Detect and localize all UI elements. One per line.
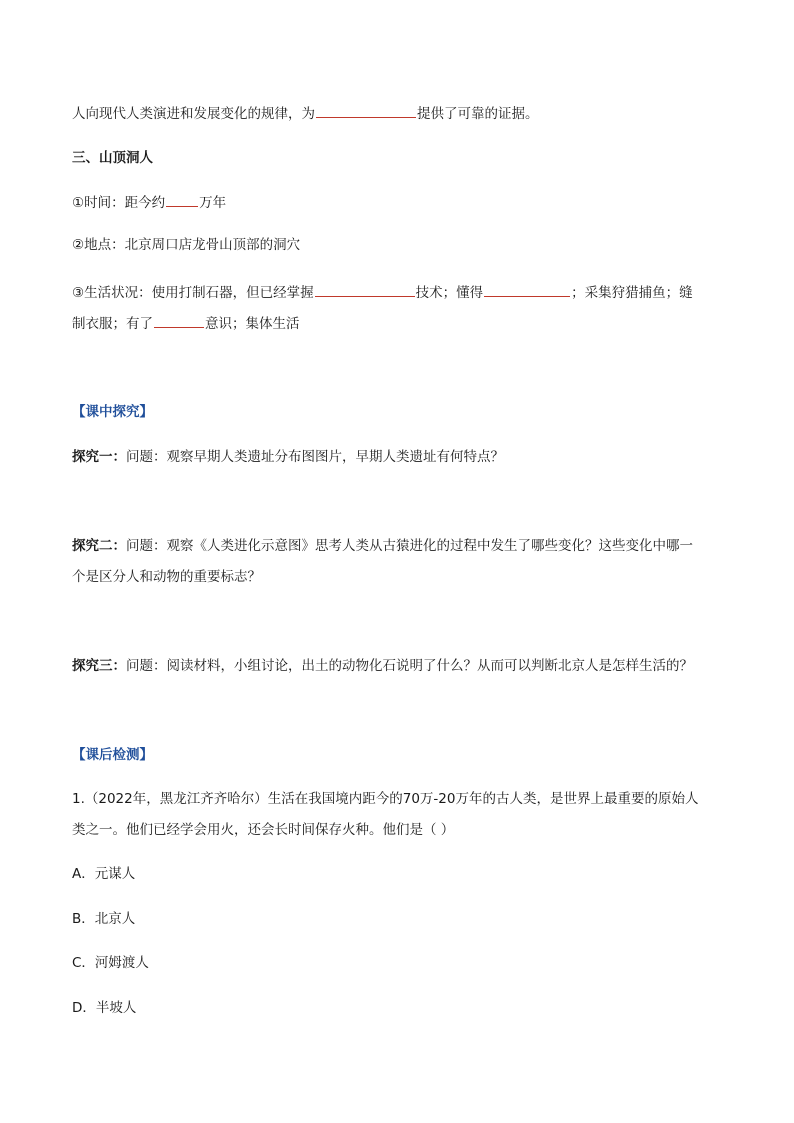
explore-q2-cont: 个是区分人和动物的重要标志？ (72, 569, 261, 585)
explore-q2-label: 探究二： (72, 538, 126, 554)
explore-q3-label: 探究三： (72, 658, 126, 674)
life-text: ③生活状况：使用打制石器，但已经掌握 (72, 285, 314, 301)
explore-q3-text: 问题：阅读材料，小组讨论，出土的动物化石说明了什么？从而可以判断北京人是怎样生活的？ (126, 658, 693, 674)
answer-blank[interactable] (166, 192, 198, 207)
answer-blank[interactable] (316, 103, 416, 118)
life-text: 制衣服；有了 (72, 316, 153, 332)
check-q1-line1: 1.（2022年，黑龙江齐齐哈尔）生活在我国境内距今的70万-20万年的古人类，是世界上最重要的原始人 (72, 791, 699, 807)
explore-q2-text: 问题：观察《人类进化示意图》思考人类从古猿进化的过程中发生了哪些变化？这些变化中哪一 (126, 538, 693, 554)
section-heading-shanding: 三、山顶洞人 (72, 150, 153, 166)
explore-q1 (72, 447, 724, 467)
life-text: ；采集狩猎捕鱼；缝 (571, 285, 693, 301)
check-q1-line2: 类之一。他们已经学会用火，还会长时间保存火种。他们是（ ） (72, 822, 455, 838)
answer-blank[interactable] (484, 282, 570, 297)
explore-q2 (72, 536, 724, 556)
explore-q1-text: 问题：观察早期人类遗址分布图图片，早期人类遗址有何特点？ (126, 449, 504, 465)
place-line: ②地点：北京周口店龙骨山顶部的洞穴 (72, 237, 301, 253)
time-line (72, 192, 724, 213)
option-b[interactable]: B．北京人 (72, 911, 136, 927)
option-c[interactable]: C．河姆渡人 (72, 955, 149, 971)
life-line-2 (72, 313, 724, 334)
life-text: 意识；集体生活 (205, 316, 300, 332)
answer-blank[interactable] (154, 313, 204, 328)
option-d[interactable]: D．半坡人 (72, 1000, 137, 1016)
intro-text-before: 人向现代人类演进和发展变化的规律，为 (72, 106, 315, 122)
section-heading-explore: 【课中探究】 (72, 404, 153, 420)
option-a[interactable]: A．元谋人 (72, 866, 136, 882)
explore-q1-label: 探究一： (72, 449, 126, 465)
intro-line (72, 103, 724, 124)
life-text: 技术；懂得 (415, 285, 484, 301)
intro-text-after: 提供了可靠的证据。 (417, 106, 539, 122)
time-unit: 万年 (199, 195, 227, 211)
answer-blank[interactable] (315, 282, 415, 297)
explore-q3 (72, 656, 724, 676)
section-heading-check: 【课后检测】 (72, 747, 153, 763)
life-line-1 (72, 282, 724, 303)
time-label: ①时间：距今约 (72, 195, 166, 211)
